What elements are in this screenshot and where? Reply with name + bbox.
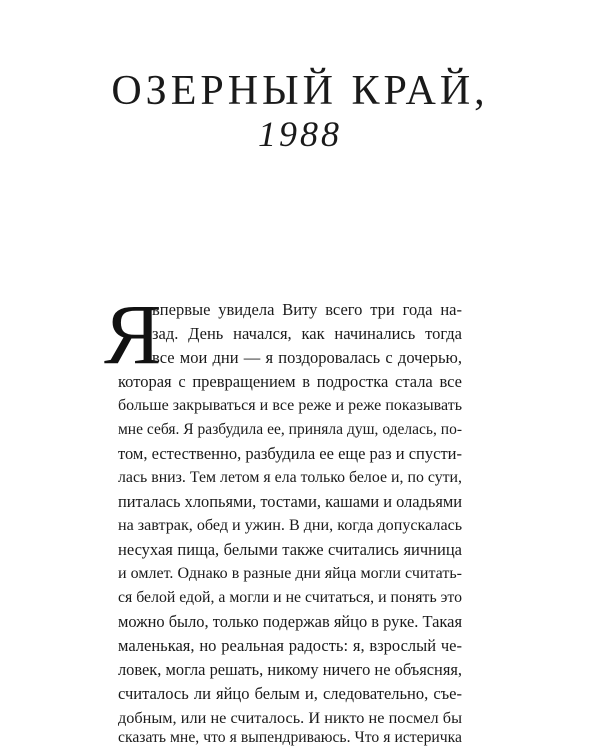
text-line: на завтрак, обед и ужин. В дни, когда допускалась xyxy=(118,517,463,534)
chapter-title: ОЗЕРНЫЙ КРАЙ, xyxy=(111,68,489,114)
text-line: несухая пища, белыми также считались яичница xyxy=(118,540,462,559)
text-line: зад. День начался, как начинались тогда xyxy=(152,324,462,343)
text-line: том, естественно, разбудила ее еще раз и спусти- xyxy=(118,444,462,463)
text-line: добным, или не считалось. И никто не посмел бы xyxy=(118,709,462,727)
text-line: впервые увидела Виту всего три года на- xyxy=(152,300,462,319)
text-line: лась вниз. Тем летом я ела только белое и, по сути, xyxy=(118,469,462,486)
text-line: и омлет. Однако в разные дни яйца могли считать- xyxy=(118,565,462,582)
text-line: можно было, только подержав яйцо в руке. Такая xyxy=(118,612,463,631)
text-line: все мои дни — я поздоровалась с дочерью, xyxy=(152,348,462,367)
text-line: маленькая, но реальная радость: я, взрослый че- xyxy=(118,636,462,655)
text-line: сказать мне, что я выпендриваюсь. Что я истеричка xyxy=(118,729,462,746)
text-line: ся белой едой, а могли и не считаться, и понять это xyxy=(118,589,462,606)
text-line: ловек, могла решать, никому ничего не объясняя, xyxy=(118,660,462,679)
drop-cap: Я xyxy=(104,286,162,382)
text-line: питалась хлопьями, тостами, кашами и оладьями xyxy=(118,492,463,511)
chapter-year: 1988 xyxy=(258,114,342,154)
text-line: которая с превращением в подростка стала все xyxy=(118,372,462,391)
text-line: мне себя. Я разбудила ее, приняла душ, оделась, по- xyxy=(118,421,462,438)
text-line: больше закрываться и все реже и реже показывать xyxy=(118,397,462,414)
text-line: считалось ли яйцо белым и, следовательно, съе- xyxy=(118,684,462,703)
